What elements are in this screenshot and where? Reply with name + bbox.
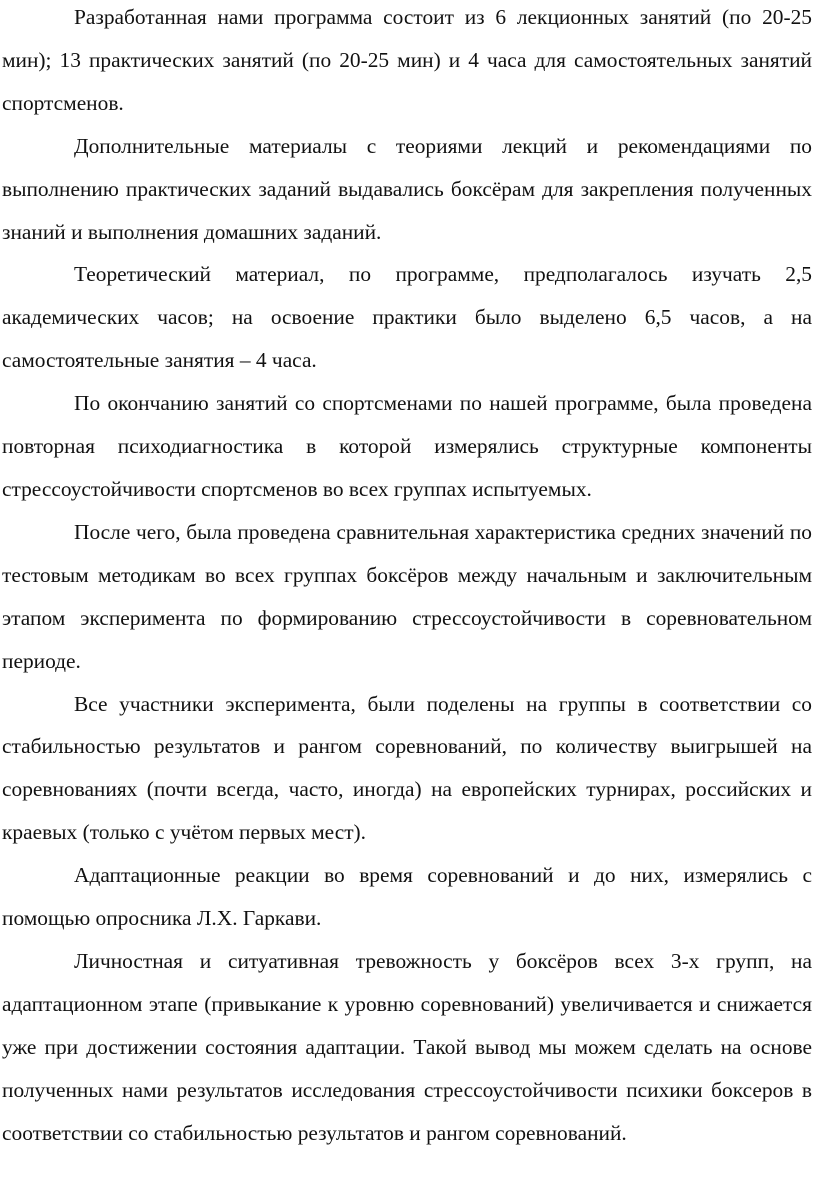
paragraph-adaptation-reactions: Адаптационные реакции во время соревнований и до них, измерялись с помощью опросника Л.Х. Гаркави. [2,863,812,931]
paragraph-anxiety-conclusion: Личностная и ситуативная тревожность у боксёров всех 3-х групп, на адаптационном этапе (привыкание к уровню соревнований) увеличивается и снижается уже при достижении состояния адаптации. Такой вывод мы можем сделать на основе полученных нами результатов исследования стрессоустойчивости психики боксеров в соответствии со стабильностью результатов и рангом соревнований. [2,948,812,1145]
paragraph-comparative-analysis: После чего, была проведена сравнительная характеристика средних значений по тестовым методикам во всех группах боксёров между начальным и заключительным этапом эксперимента по формированию стрессоустойчивости в соревновательном периоде. [2,519,812,673]
paragraph-additional-materials: Дополнительные материалы с теориями лекций и рекомендациями по выполнению практических заданий выдавались боксёрам для закрепления полученных знаний и выполнения домашних заданий. [2,133,812,244]
paragraph-program-structure: Разработанная нами программа состоит из 6 лекционных занятий (по 20-25 мин); 13 практических занятий (по 20-25 мин) и 4 часа для самостоятельных занятий спортсменов. [2,5,812,115]
paragraph-participant-groups: Все участники эксперимента, были поделены на группы в соответствии со стабильностью результатов и рангом соревнований, по количеству выигрышей на соревнованиях (почти всегда, часто, иногда) на европейских турнирах, российских и краевых (только с учётом первых мест). [2,691,812,845]
paragraph-theory-hours: Теоретический материал, по программе, предполагалось изучать 2,5 академических часов; на освоение практики было выделено 6,5 часов, а на самостоятельные занятия – 4 часа. [2,262,812,373]
paragraph-repeated-diagnostics: По окончанию занятий со спортсменами по нашей программе, была проведена повторная психодиагностика в которой измерялись структурные компоненты стрессоустойчивости спортсменов во всех группах испытуемых. [2,391,812,501]
